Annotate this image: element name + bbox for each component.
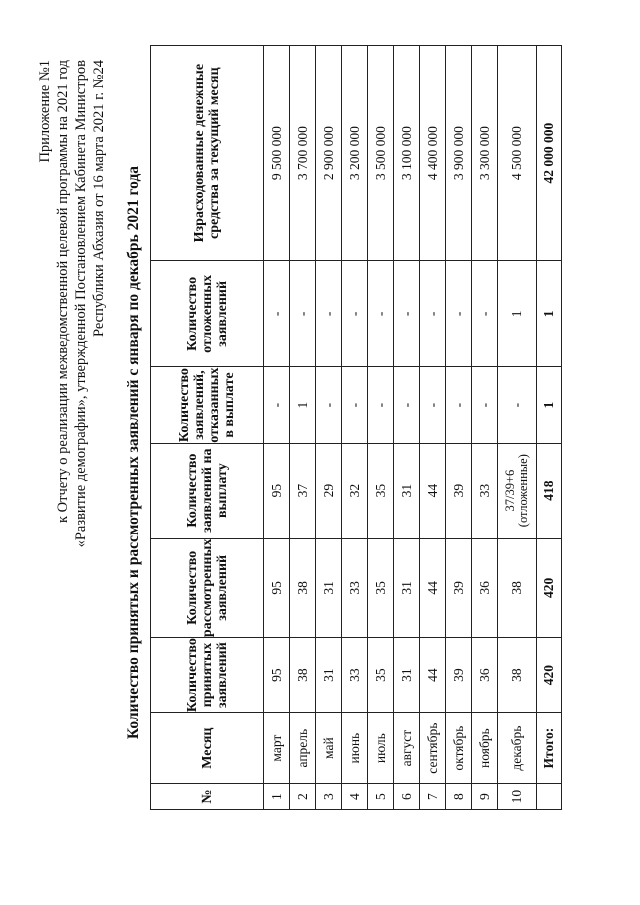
- cell-reviewed: 33: [342, 538, 368, 638]
- cell-accepted: 39: [446, 638, 472, 713]
- total-reviewed: 420: [537, 538, 562, 638]
- cell-accepted: 36: [472, 638, 498, 713]
- cell-deferred: -: [368, 261, 394, 367]
- cell-spent: 3 100 000: [394, 46, 420, 261]
- col-header-deferred: Количество отложенных заявлений: [151, 261, 264, 367]
- cell-spent: 3 200 000: [342, 46, 368, 261]
- cell-refused: -: [498, 367, 537, 443]
- cell-reviewed: 38: [290, 538, 316, 638]
- appendix-header: [36, 60, 108, 547]
- table-header-row: [151, 46, 264, 810]
- cell-spent: 3 500 000: [368, 46, 394, 261]
- cell-accepted: 38: [498, 638, 537, 713]
- cell-payment-note: (отложенные): [516, 454, 530, 528]
- applications-table: [150, 45, 562, 810]
- cell-number: 9: [472, 784, 498, 810]
- cell-deferred: 1: [498, 261, 537, 367]
- cell-reviewed: 36: [472, 538, 498, 638]
- cell-payment: 37: [290, 443, 316, 538]
- cell-payment: 29: [316, 443, 342, 538]
- table-row: [446, 46, 472, 810]
- cell-month: июль: [368, 713, 394, 784]
- cell-number: 3: [316, 784, 342, 810]
- cell-payment: 31: [394, 443, 420, 538]
- cell-accepted: 31: [316, 638, 342, 713]
- col-header-accepted: Количество принятых заявлений: [151, 638, 264, 713]
- cell-accepted: 35: [368, 638, 394, 713]
- cell-deferred: -: [472, 261, 498, 367]
- appendix-line-2: к Отчету о реализации межведомственной целевой программы на 2021 год: [55, 60, 71, 523]
- cell-month: апрель: [290, 713, 316, 784]
- cell-payment: 32: [342, 443, 368, 538]
- cell-spent: 3 700 000: [290, 46, 316, 261]
- cell-number: 10: [498, 784, 537, 810]
- cell-refused: -: [368, 367, 394, 443]
- table-row: [316, 46, 342, 810]
- cell-month: июнь: [342, 713, 368, 784]
- col-header-spent: Израсходованные денежные средства за текущий месяц: [151, 46, 264, 261]
- cell-month: октябрь: [446, 713, 472, 784]
- total-payment: 418: [537, 443, 562, 538]
- appendix-line-4: Республики Абхазия от 16 марта 2021 г. №24: [91, 60, 107, 338]
- cell-month: март: [264, 713, 290, 784]
- cell-payment: [498, 443, 537, 538]
- total-deferred: 1: [537, 261, 562, 367]
- table-row: [472, 46, 498, 810]
- cell-refused: -: [394, 367, 420, 443]
- cell-deferred: -: [264, 261, 290, 367]
- cell-deferred: -: [316, 261, 342, 367]
- col-header-refused: Количество заявлений, отказанных в выплате: [151, 367, 264, 443]
- cell-accepted: 33: [342, 638, 368, 713]
- cell-accepted: 44: [420, 638, 446, 713]
- cell-deferred: -: [290, 261, 316, 367]
- cell-accepted: 38: [290, 638, 316, 713]
- table-row: [394, 46, 420, 810]
- cell-month: ноябрь: [472, 713, 498, 784]
- cell-payment: 44: [420, 443, 446, 538]
- cell-refused: 1: [290, 367, 316, 443]
- cell-reviewed: 31: [394, 538, 420, 638]
- cell-number: 6: [394, 784, 420, 810]
- cell-refused: -: [264, 367, 290, 443]
- cell-number: 4: [342, 784, 368, 810]
- cell-accepted: 95: [264, 638, 290, 713]
- cell-number: 1: [264, 784, 290, 810]
- cell-month: май: [316, 713, 342, 784]
- cell-number: 2: [290, 784, 316, 810]
- table-row: [342, 46, 368, 810]
- cell-month: август: [394, 713, 420, 784]
- cell-refused: -: [472, 367, 498, 443]
- cell-number: 7: [420, 784, 446, 810]
- cell-payment: 33: [472, 443, 498, 538]
- cell-spent: 9 500 000: [264, 46, 290, 261]
- cell-number: 8: [446, 784, 472, 810]
- cell-deferred: -: [420, 261, 446, 367]
- cell-payment: 39: [446, 443, 472, 538]
- col-header-reviewed: Количество рассмотренных заявлений: [151, 538, 264, 638]
- total-row: [537, 46, 562, 810]
- total-refused: 1: [537, 367, 562, 443]
- table-row: [264, 46, 290, 810]
- cell-deferred: -: [446, 261, 472, 367]
- cell-reviewed: 38: [498, 538, 537, 638]
- cell-refused: -: [420, 367, 446, 443]
- cell-accepted: 31: [394, 638, 420, 713]
- table-title: Количество принятых и рассмотренных заявлений с января по декабрь 2021 года: [125, 165, 142, 740]
- appendix-line-3: «Развитие демографии», утвержденной Постановлением Кабинета Министров: [73, 60, 89, 548]
- cell-refused: -: [446, 367, 472, 443]
- cell-payment-value: 37/39+6: [503, 469, 517, 512]
- cell-spent: 4 500 000: [498, 46, 537, 261]
- col-header-month: Месяц: [151, 713, 264, 784]
- table-row: [420, 46, 446, 810]
- cell-reviewed: 95: [264, 538, 290, 638]
- cell-deferred: -: [342, 261, 368, 367]
- cell-reviewed: 35: [368, 538, 394, 638]
- cell-spent: 4 400 000: [420, 46, 446, 261]
- cell-month: декабрь: [498, 713, 537, 784]
- cell-reviewed: 44: [420, 538, 446, 638]
- col-header-payment: Количество заявлений на выплату: [151, 443, 264, 538]
- total-accepted: 420: [537, 638, 562, 713]
- cell-refused: -: [316, 367, 342, 443]
- cell-number: [537, 784, 562, 810]
- total-label: Итого:: [537, 713, 562, 784]
- cell-spent: 2 900 000: [316, 46, 342, 261]
- cell-spent: 3 300 000: [472, 46, 498, 261]
- table-row: [290, 46, 316, 810]
- cell-deferred: -: [394, 261, 420, 367]
- table-row: [498, 46, 537, 810]
- cell-spent: 3 900 000: [446, 46, 472, 261]
- cell-payment: 35: [368, 443, 394, 538]
- cell-payment: 95: [264, 443, 290, 538]
- cell-number: 5: [368, 784, 394, 810]
- cell-reviewed: 31: [316, 538, 342, 638]
- table-row: [368, 46, 394, 810]
- appendix-line-1: Приложение №1: [37, 60, 53, 163]
- col-header-number: №: [151, 784, 264, 810]
- cell-reviewed: 39: [446, 538, 472, 638]
- total-spent: 42 000 000: [537, 46, 562, 261]
- cell-month: сентябрь: [420, 713, 446, 784]
- cell-refused: -: [342, 367, 368, 443]
